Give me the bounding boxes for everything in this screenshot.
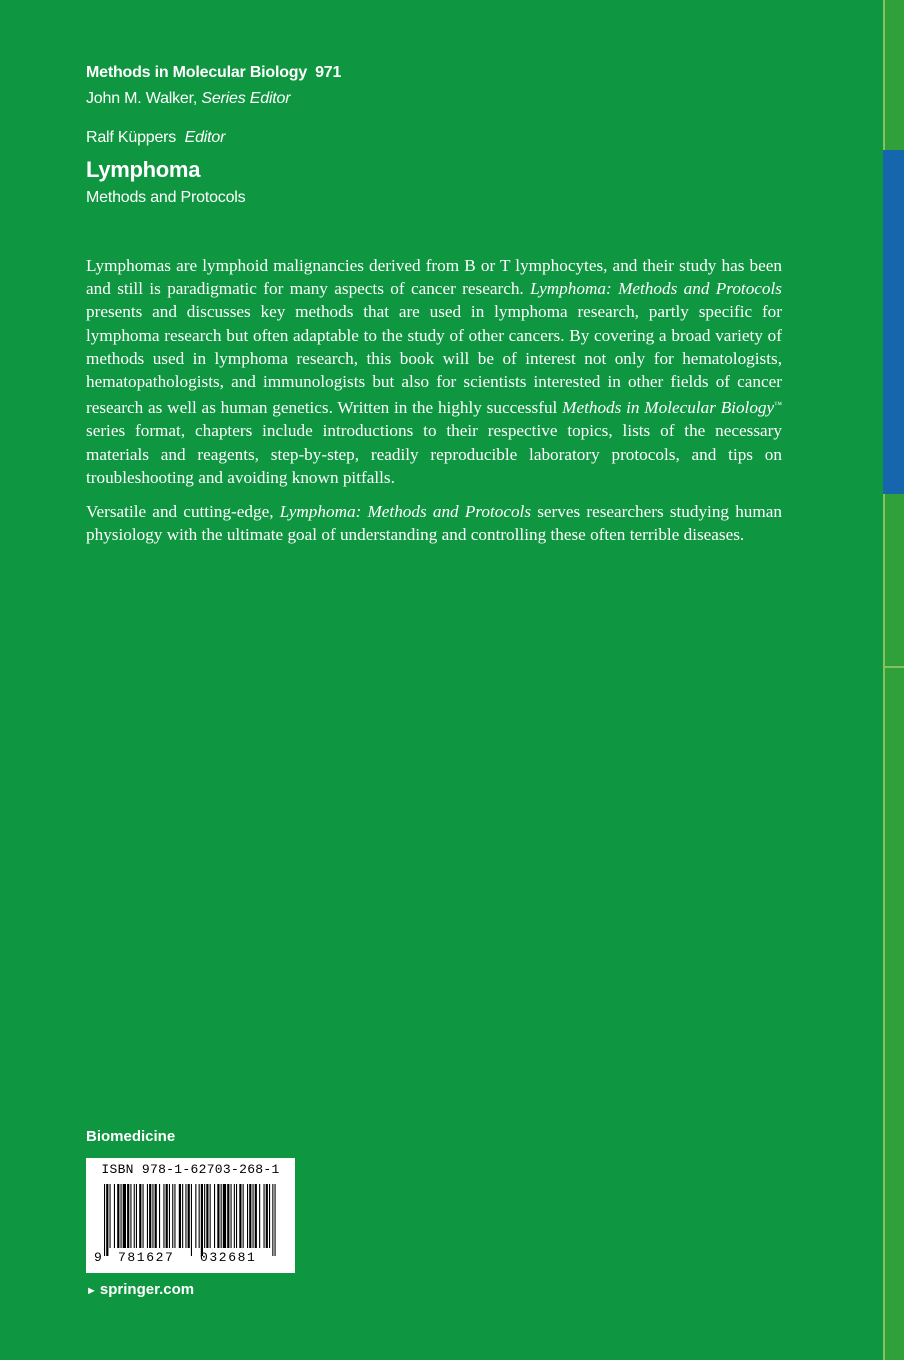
barcode-bar: [188, 1184, 190, 1248]
text-run: serves researchers studying human physiology with the ultimate goal of understanding and controlling these often terrible diseases.: [86, 502, 782, 545]
barcode-bar: [231, 1184, 232, 1248]
book-subtitle: Methods and Protocols: [86, 189, 246, 206]
barcode-bar: [191, 1184, 192, 1256]
barcode-bar: [243, 1184, 244, 1248]
editor-role: Editor: [184, 129, 226, 146]
barcode-bars: [104, 1184, 278, 1256]
barcode-bar: [255, 1184, 257, 1248]
barcode-bar: [269, 1184, 270, 1248]
barcode-bar: [159, 1184, 160, 1248]
barcode-bar: [272, 1184, 273, 1256]
barcode-bar: [169, 1184, 170, 1248]
description-paragraph-2: [86, 500, 782, 546]
text-run: series format, chapters include introductions to their respective topics, lists of the necessary materials and reagents, step-by-step, readily reproducible laboratory protocols, and tips on troubleshooting and avoiding known pitfalls.: [86, 421, 782, 487]
barcode-bar: [236, 1184, 237, 1248]
text-run: Versatile and cutting-edge,: [86, 502, 280, 522]
barcode-bar: [201, 1184, 203, 1256]
spine-blue-block: [883, 150, 904, 494]
barcode-bar: [143, 1184, 144, 1248]
series-editor-role: Series Editor: [201, 90, 291, 107]
book-title: Lymphoma: [86, 157, 201, 182]
barcode-bar: [121, 1184, 122, 1248]
website-link[interactable]: [86, 1281, 194, 1298]
barcode-bar: [106, 1184, 108, 1256]
spine-tick: [883, 666, 904, 668]
barcode-digits-left: 781627: [118, 1250, 175, 1265]
book-title-italic: Lymphoma: Methods and Protocols: [530, 279, 782, 299]
barcode-bar: [182, 1184, 183, 1248]
barcode-bar: [210, 1184, 211, 1248]
barcode-bar: [247, 1184, 248, 1248]
editor-name: Ralf Küppers: [86, 129, 177, 146]
barcode-bar: [199, 1184, 200, 1248]
barcode-bar: [266, 1184, 268, 1248]
description-paragraph-1: [86, 254, 782, 489]
barcode-bar: [123, 1184, 126, 1248]
barcode-bar: [239, 1184, 241, 1248]
category-label: Biomedicine: [86, 1128, 176, 1145]
barcode-bar: [259, 1184, 260, 1248]
barcode-bar: [110, 1184, 111, 1248]
barcode-bar: [214, 1184, 215, 1248]
website-label: springer.com: [99, 1281, 195, 1298]
barcode-bar: [163, 1184, 164, 1248]
description: [86, 254, 782, 557]
barcode-bar: [253, 1184, 254, 1248]
barcode-bar: [117, 1184, 119, 1248]
barcode-bar: [275, 1184, 276, 1256]
barcode-bar: [104, 1184, 105, 1256]
barcode-bar: [204, 1184, 205, 1248]
text-run: presents and discusses key methods that are used in lymphoma research, partly specific for lymphoma research but often adaptable to the study of other cancers. By covering a broad variety of methods used in lymphoma research, this book will be of interest not only for hematologists, hematopathologists, and immunologists but also for scientists interested in other fields of cancer research as well as human genetics. Written in the highly successful: [86, 302, 782, 418]
barcode-bar: [179, 1184, 181, 1248]
barcode-bar: [134, 1184, 135, 1248]
arrow-icon: ►: [86, 1285, 97, 1297]
barcode-digits-right: 032681: [200, 1250, 257, 1265]
barcode-bar: [136, 1184, 137, 1248]
isbn-barcode: [86, 1158, 295, 1273]
barcode-bar: [127, 1184, 129, 1248]
barcode-bar: [185, 1184, 186, 1248]
barcode-bar: [249, 1184, 251, 1248]
barcode-bar: [130, 1184, 131, 1248]
editor-line: [86, 129, 225, 147]
barcode-bar: [114, 1184, 115, 1248]
barcode-bar: [217, 1184, 219, 1248]
series-title-italic: Methods in Molecular Biology: [562, 398, 775, 418]
barcode-bar: [227, 1184, 229, 1248]
series-line: [86, 64, 341, 82]
trademark-mark: ™: [774, 400, 782, 410]
barcode-bar: [223, 1184, 226, 1248]
barcode-bar: [166, 1184, 168, 1248]
text-run: Lymphomas are lymphoid malignancies derived from B or T lymphocytes, and their study has been and still is paradigmatic for many aspects of cancer research.: [86, 256, 782, 299]
series-number: 971: [315, 64, 342, 81]
barcode-bar: [152, 1184, 153, 1248]
book-title-italic: Lymphoma: Methods and Protocols: [279, 502, 532, 522]
barcode-bar: [206, 1184, 208, 1248]
barcode-bar: [155, 1184, 157, 1248]
barcode-bar: [195, 1184, 196, 1248]
barcode-bar: [147, 1184, 148, 1248]
barcode-bar: [174, 1184, 175, 1248]
series-name: Methods in Molecular Biology: [86, 64, 308, 81]
isbn-text: ISBN 978-1-62703-268-1: [101, 1162, 280, 1177]
barcode-bar: [221, 1184, 222, 1248]
series-editor-line: [86, 90, 290, 108]
barcode-bar: [234, 1184, 235, 1248]
barcode-bar: [172, 1184, 173, 1248]
series-editor-name: John M. Walker,: [86, 90, 198, 107]
barcode-digit-lead: 9: [94, 1250, 102, 1265]
barcode-bar: [264, 1184, 265, 1248]
barcode-bar: [149, 1184, 151, 1248]
barcode-bar: [139, 1184, 141, 1248]
